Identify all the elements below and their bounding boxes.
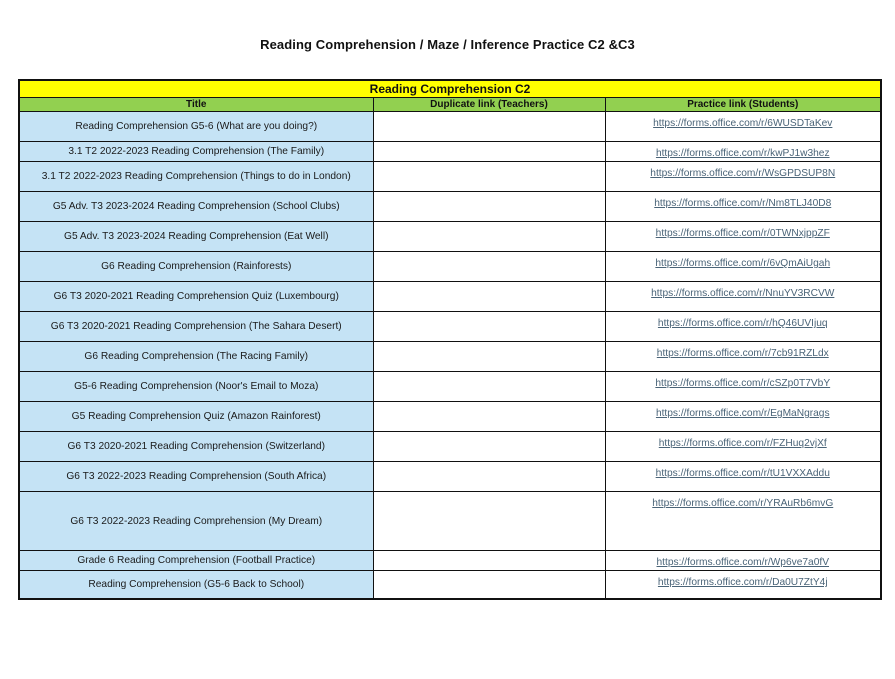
- row-title: G6 Reading Comprehension (Rainforests): [19, 252, 373, 282]
- row-title: G5 Reading Comprehension Quiz (Amazon Rainforest): [19, 402, 373, 432]
- practice-link-cell: [605, 112, 881, 142]
- page-title: Reading Comprehension / Maze / Inference Practice C2 &C3: [260, 37, 635, 52]
- practice-link[interactable]: https://forms.office.com/r/WsGPDSUP8N: [650, 168, 836, 179]
- practice-link-cell: [605, 192, 881, 222]
- table-row: [19, 312, 881, 342]
- row-title: G5-6 Reading Comprehension (Noor's Email to Moza): [19, 372, 373, 402]
- row-title: G6 T3 2020-2021 Reading Comprehension (The Sahara Desert): [19, 312, 373, 342]
- duplicate-link-cell[interactable]: [373, 402, 605, 432]
- row-title: Reading Comprehension (G5-6 Back to School): [19, 571, 373, 599]
- practice-link-cell: [605, 372, 881, 402]
- row-title: 3.1 T2 2022-2023 Reading Comprehension (The Family): [19, 142, 373, 162]
- row-title: Grade 6 Reading Comprehension (Football Practice): [19, 551, 373, 571]
- duplicate-link-cell[interactable]: [373, 192, 605, 222]
- practice-link[interactable]: https://forms.office.com/r/6vQmAiUgah: [655, 258, 831, 269]
- practice-link-cell: [605, 551, 881, 571]
- table-row: [19, 492, 881, 551]
- practice-link[interactable]: https://forms.office.com/r/Nm8TLJ40D8: [654, 198, 832, 209]
- practice-link-cell: [605, 252, 881, 282]
- table-row: [19, 462, 881, 492]
- practice-link-cell: [605, 402, 881, 432]
- row-title: G6 T3 2022-2023 Reading Comprehension (My Dream): [19, 492, 373, 551]
- row-title: G5 Adv. T3 2023-2024 Reading Comprehension (School Clubs): [19, 192, 373, 222]
- column-header-duplicate-link: Duplicate link (Teachers): [373, 98, 605, 112]
- duplicate-link-cell[interactable]: [373, 142, 605, 162]
- practice-link-cell: [605, 342, 881, 372]
- practice-link[interactable]: https://forms.office.com/r/Da0U7ZtY4j: [657, 577, 828, 588]
- practice-link[interactable]: https://forms.office.com/r/0TWNxjppZF: [655, 228, 830, 239]
- duplicate-link-cell[interactable]: [373, 252, 605, 282]
- practice-link[interactable]: https://forms.office.com/r/EgMaNgrags: [655, 408, 830, 419]
- table-row: [19, 142, 881, 162]
- duplicate-link-cell[interactable]: [373, 312, 605, 342]
- column-header-practice-link: Practice link (Students): [605, 98, 881, 112]
- duplicate-link-cell[interactable]: [373, 432, 605, 462]
- row-title: G5 Adv. T3 2023-2024 Reading Comprehension (Eat Well): [19, 222, 373, 252]
- practice-link-cell: [605, 142, 881, 162]
- duplicate-link-cell[interactable]: [373, 112, 605, 142]
- duplicate-link-cell[interactable]: [373, 492, 605, 551]
- practice-link[interactable]: https://forms.office.com/r/kwPJ1w3hez: [655, 148, 830, 159]
- table-row: [19, 222, 881, 252]
- duplicate-link-cell[interactable]: [373, 342, 605, 372]
- duplicate-link-cell[interactable]: [373, 551, 605, 571]
- duplicate-link-cell[interactable]: [373, 162, 605, 192]
- table-row: [19, 112, 881, 142]
- table-row: [19, 571, 881, 599]
- practice-link-cell: [605, 571, 881, 599]
- practice-link-cell: [605, 222, 881, 252]
- row-title: G6 Reading Comprehension (The Racing Family): [19, 342, 373, 372]
- practice-link-cell: [605, 492, 881, 551]
- row-title: Reading Comprehension G5-6 (What are you doing?): [19, 112, 373, 142]
- duplicate-link-cell[interactable]: [373, 571, 605, 599]
- practice-link[interactable]: https://forms.office.com/r/tU1VXXAddu: [655, 468, 830, 479]
- table-row: [19, 432, 881, 462]
- table-row: [19, 342, 881, 372]
- row-title: 3.1 T2 2022-2023 Reading Comprehension (Things to do in London): [19, 162, 373, 192]
- duplicate-link-cell[interactable]: [373, 282, 605, 312]
- row-title: G6 T3 2020-2021 Reading Comprehension (Switzerland): [19, 432, 373, 462]
- practice-link[interactable]: https://forms.office.com/r/cSZp0T7VbY: [655, 378, 831, 389]
- row-title: G6 T3 2022-2023 Reading Comprehension (South Africa): [19, 462, 373, 492]
- table-row: [19, 192, 881, 222]
- practice-link[interactable]: https://forms.office.com/r/YRAuRb6mvG: [652, 498, 834, 509]
- duplicate-link-cell[interactable]: [373, 372, 605, 402]
- duplicate-link-cell[interactable]: [373, 462, 605, 492]
- practice-link[interactable]: https://forms.office.com/r/7cb91RZLdx: [656, 348, 829, 359]
- table-row: [19, 282, 881, 312]
- practice-link-cell: [605, 432, 881, 462]
- practice-link[interactable]: https://forms.office.com/r/hQ46UVIjuq: [657, 318, 828, 329]
- section-banner: Reading Comprehension C2: [19, 80, 881, 98]
- table-row: [19, 402, 881, 432]
- table-row: [19, 252, 881, 282]
- column-header-title: Title: [19, 98, 373, 112]
- practice-link-cell: [605, 462, 881, 492]
- table-row: [19, 372, 881, 402]
- banner-row: [19, 80, 881, 98]
- practice-link[interactable]: https://forms.office.com/r/FZHuq2vjXf: [658, 438, 827, 449]
- duplicate-link-cell[interactable]: [373, 222, 605, 252]
- table-row: [19, 162, 881, 192]
- practice-link-cell: [605, 282, 881, 312]
- reading-comprehension-table: [18, 79, 882, 600]
- practice-link[interactable]: https://forms.office.com/r/NnuYV3RCVW: [651, 288, 835, 299]
- row-title: G6 T3 2020-2021 Reading Comprehension Quiz (Luxembourg): [19, 282, 373, 312]
- practice-link-cell: [605, 162, 881, 192]
- practice-link[interactable]: https://forms.office.com/r/6WUSDTaKev: [653, 118, 833, 129]
- practice-link[interactable]: https://forms.office.com/r/Wp6ve7a0fV: [656, 557, 830, 568]
- table-row: [19, 551, 881, 571]
- header-row: [19, 98, 881, 112]
- practice-link-cell: [605, 312, 881, 342]
